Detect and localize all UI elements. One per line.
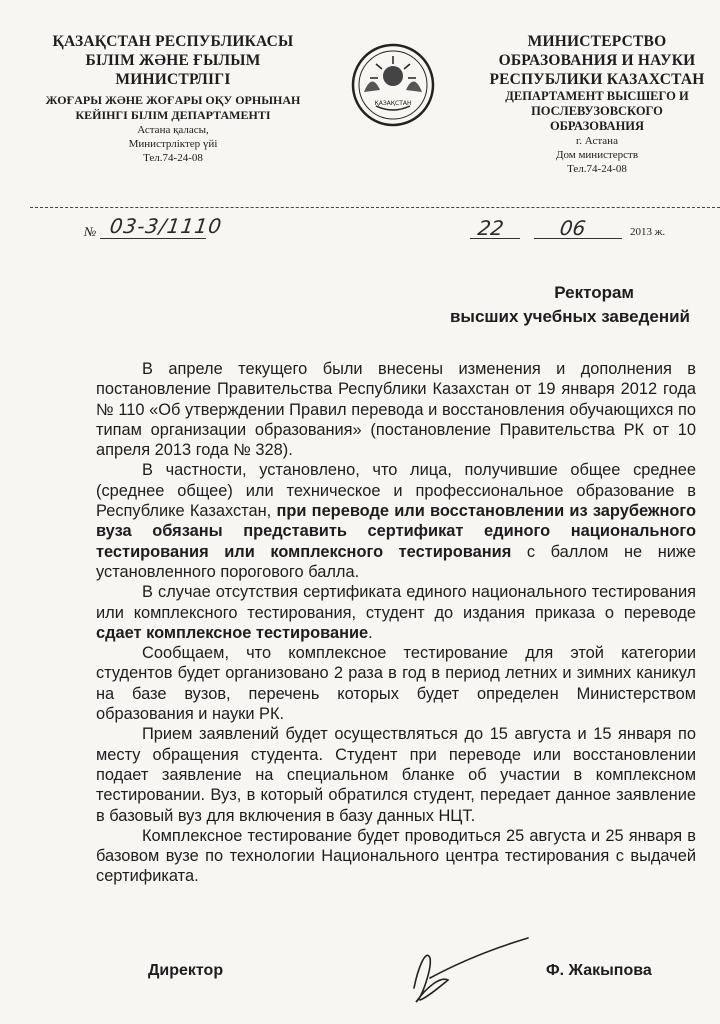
paragraph-5: Прием заявлений будет осуществляться до 15 августа и 15 января по месту обращения студента. Студент при переводе или восстановлении подает заявление на специальном бланке об участии в комплексном тестировании. Вуз, в который обратился студент, передает данное заявление в базовый вуз для включения в базу данных НЦТ. — [96, 725, 696, 825]
building-kz: Министрліктер үйі — [128, 138, 218, 150]
registration-prefix: № — [84, 224, 97, 239]
paragraph-3-bold: сдает комплексное тестирование — [96, 623, 369, 642]
header-divider — [30, 207, 720, 208]
paragraph-2-text-a: В частности, установлено, что лица, получившие общее среднее (среднее общее) или техническое и профессиональное образование в Республике Казахстан, — [96, 461, 696, 521]
paragraph-1: В апреле текущего были внесены изменения и дополнения в постановление Правительства Республики Казахстан от 19 января 2012 года № 110 «Об утверждении Правил перевода и восстановления обучающихся по типам организации образования» (постановление Правительства РК от 10 апреля 2013 года № 328). — [96, 360, 696, 460]
letter-body — [96, 359, 696, 887]
emblem-text: ҚАЗАҚСТАН — [374, 100, 412, 107]
date-month-underline — [534, 238, 622, 239]
header-left-kazakh — [14, 32, 332, 165]
phone-ru: Тел.74-24-08 — [567, 163, 627, 175]
addressee — [450, 281, 690, 329]
paragraph-4: Сообщаем, что комплексное тестирование для этой категории студентов будет организовано 2 раза в год в период летних и зимних каникул на базе вузов, перечень которых будет определен Министерством образования и науки РК. — [96, 644, 696, 724]
ministry-name-kz-2: БІЛІМ ЖӘНЕ ҒЫЛЫМ — [85, 52, 261, 69]
ministry-name-kz-1: ҚАЗАҚСТАН РЕСПУБЛИКАСЫ — [52, 33, 294, 50]
phone-kz: Тел.74-24-08 — [143, 152, 203, 164]
date-day-underline — [470, 238, 520, 239]
signatory-title: Директор — [148, 962, 224, 979]
date-day: 22 — [476, 216, 506, 240]
signatory-name: Ф. Жакыпова — [546, 962, 652, 979]
paragraph-2-bold: при переводе или восстановлении из зарубежного вуза обязаны представить сертификат единого национального тестирования или комплексного тестирования — [96, 502, 697, 561]
registration-underline — [100, 238, 206, 239]
ministry-name-kz-3: МИНИСТРЛІГІ — [115, 71, 231, 88]
header-right-russian — [472, 32, 720, 176]
department-name-ru-3: ОБРАЗОВАНИЯ — [549, 119, 645, 133]
paragraph-3-text-a: В случае отсутствия сертификата единого национального тестирования или комплексного тестирования, студент до издания приказа о переводе — [96, 583, 696, 622]
department-name-ru-2: ПОСЛЕВУЗОВСКОГО — [531, 104, 663, 118]
state-emblem-icon — [350, 42, 436, 128]
department-name-ru-1: ДЕПАРТАМЕНТ ВЫСШЕГО И — [505, 89, 689, 103]
addressee-line-1: Ректорам — [554, 283, 634, 302]
date-year: 2013 ж. — [630, 226, 666, 238]
paragraph-2 — [96, 460, 696, 582]
city-ru: г. Астана — [576, 135, 618, 147]
paragraph-6: Комплексное тестирование будет проводиться 25 августа и 25 января в базовом вузе по технологии Национального центра тестирования с выдачей сертификата. — [96, 826, 696, 886]
handwritten-signature-icon — [396, 928, 536, 1008]
building-ru: Дом министерств — [555, 149, 639, 161]
date-month: 06 — [558, 216, 588, 240]
paragraph-3-text-c: . — [368, 623, 373, 642]
paragraph-3 — [96, 582, 696, 643]
addressee-line-2: высших учебных заведений — [449, 307, 690, 326]
ministry-name-ru-1: МИНИСТЕРСТВО — [527, 33, 667, 50]
department-name-kz-2: КЕЙІНГІ БІЛІМ ДЕПАРТАМЕНТІ — [75, 108, 271, 122]
ministry-name-ru-3: РЕСПУБЛИКИ КАЗАХСТАН — [489, 71, 705, 88]
department-name-kz-1: ЖОҒАРЫ ЖӘНЕ ЖОҒАРЫ ОҚУ ОРНЫНАН — [45, 93, 301, 107]
paragraph-2-text-c: с баллом не ниже установленного порогового балла. — [96, 542, 696, 581]
ministry-name-ru-2: ОБРАЗОВАНИЯ И НАУКИ — [498, 52, 696, 69]
registration-number: 03-3/1110 — [108, 214, 224, 238]
city-kz: Астана қаласы, — [137, 124, 209, 136]
